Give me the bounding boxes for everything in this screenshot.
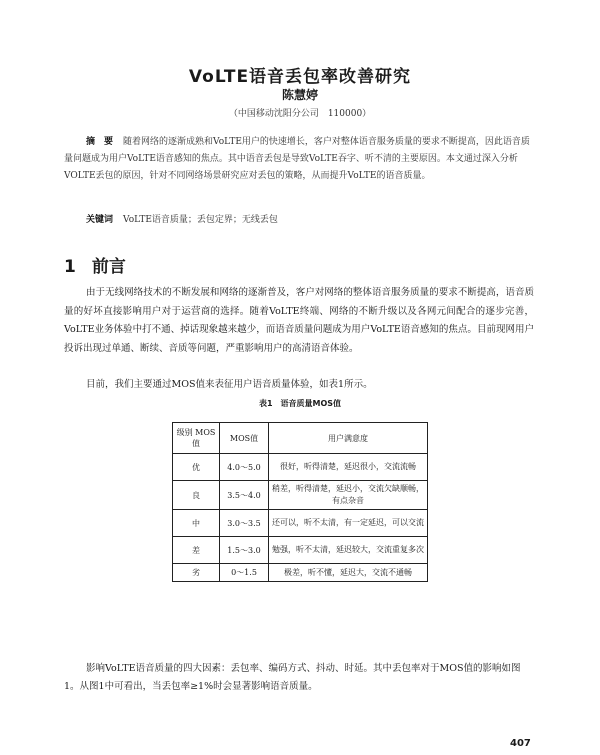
cell-level: 劣 [173,564,220,582]
cell-desc: 极差，听不懂，延迟大，交流不通畅 [269,564,428,582]
header-satisfaction: 用户满意度 [269,423,428,454]
paper-title: VoLTE语音丢包率改善研究 [188,67,412,87]
table-row [173,537,428,564]
intro-paragraph-1: 由于无线网络技术的不断发展和网络的逐渐普及，客户对网络的整体语音服务质量的要求不断提高，语音质量的好坏直接影响用户对于运营商的选择。随着VoLTE终端、网络的不断升级以及各网元间配合的逐步完善，VoLTE业务体验中打不通、掉话现象越来越少，而语音质量问题成为用户VoLTE语音感知的焦点。目前现网用户投诉出现过单通、断续、音质等问题，严重影响用户的高清语音体验。 [64,287,534,354]
abstract-label: 摘 要 [86,137,114,147]
table-row [173,510,428,537]
cell-desc: 很好，听得清楚，延迟很小，交流流畅 [269,454,428,481]
section-title: 前言 [91,257,126,277]
header-level: 级别 MOS值 [173,423,220,454]
intro-paragraph-2: 目前，我们主要通过MOS值来表征用户语音质量体验，如表1所示。 [86,379,373,390]
cell-level: 中 [173,510,220,537]
table-caption: 表1 语音质量MOS值 [258,399,342,408]
cell-desc: 勉强，听不太清，延迟较大，交流重复多次 [269,537,428,564]
abstract [64,134,534,185]
cell-desc: 还可以，听不太清，有一定延迟，可以交流 [269,510,428,537]
abstract-text: 随着网络的逐渐成熟和VoLTE用户的快速增长，客户对整体语音服务质量的要求不断提高，因此语音质量问题成为用户VoLTE语音感知的焦点。其中语音丢包是导致VoLTE吞字、听不清的主要原因。本文通过深入分析VOLTE丢包的原因，针对不同网络场景研究应对丢包的策略，从而提升VoLTE的语音质量。 [64,137,530,181]
section-number: 1 [64,257,76,277]
keywords-label: 关键词 [86,215,114,225]
author-affiliation: （中国移动沈阳分公司 110000） [228,109,372,119]
cell-desc: 稍差，听得清楚，延迟小，交流欠缺顺畅，有点杂音 [269,481,428,510]
cell-level: 差 [173,537,220,564]
cell-mos: 3.5～4.0 [220,481,269,510]
keywords-text: VoLTE语音质量；丢包定界；无线丢包 [123,215,278,225]
table-header-row [173,423,428,454]
table-row [173,454,428,481]
cell-mos: 0～1.5 [220,564,269,582]
table-row [173,481,428,510]
mos-table [172,422,428,582]
cell-level: 良 [173,481,220,510]
section-heading [64,252,126,277]
table-row [173,564,428,582]
cell-mos: 3.0～3.5 [220,510,269,537]
keywords [86,212,526,225]
page-number: 407 [510,738,531,749]
cell-mos: 1.5～3.0 [220,537,269,564]
cell-mos: 4.0～5.0 [220,454,269,481]
cell-level: 优 [173,454,220,481]
header-mos: MOS值 [220,423,269,454]
intro-paragraph-3: 影响VoLTE语音质量的四大因素：丢包率、编码方式、抖动、时延。其中丢包率对于MOS值的影响如图1。从图1中可看出，当丢包率≥1%时会显著影响语音质量。 [64,663,521,692]
author-name: 陈慧婷 [281,88,318,102]
